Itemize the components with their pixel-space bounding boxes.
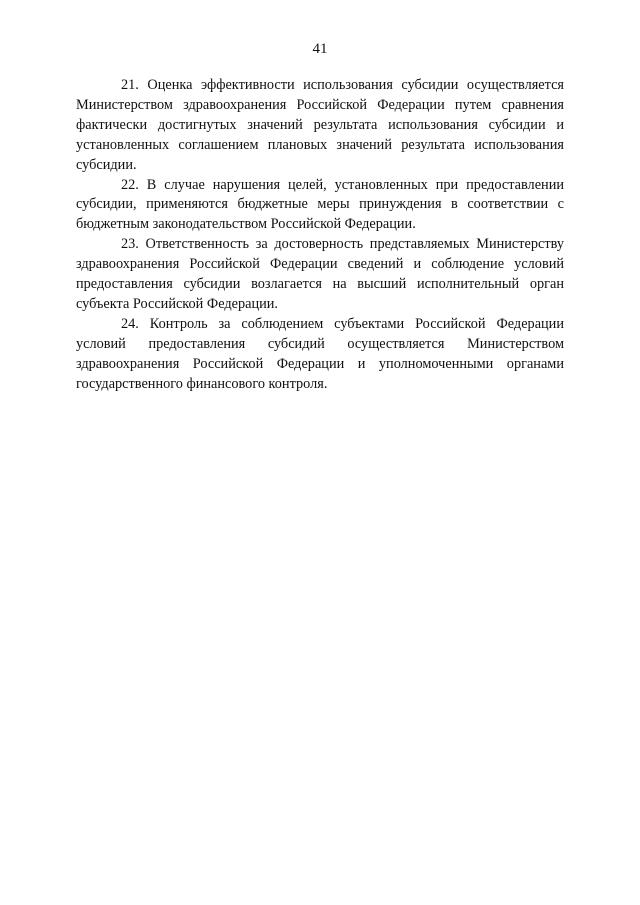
page-number: 41: [312, 41, 328, 57]
paragraph-21: 21. Оценка эффективности использования субсидии осуществляется Министерством здравоохранения Российской Федерации путем сравнения фактически достигнутых значений результата использования субсидии и установленных соглашением плановых значений результата использования субсидии.: [76, 77, 564, 173]
paragraph-23: 23. Ответственность за достоверность представляемых Министерству здравоохранения Российской Федерации сведений и соблюдение условий предоставления субсидии возлагается на высший исполнительный орган субъекта Российской Федерации.: [76, 236, 564, 312]
paragraph-22: 22. В случае нарушения целей, установленных при предоставлении субсидии, применяются бюджетные меры принуждения в соответствии с бюджетным законодательством Российской Федерации.: [76, 176, 564, 233]
document-body: [76, 76, 564, 395]
paragraph-24: 24. Контроль за соблюдением субъектами Российской Федерации условий предоставления субсидий осуществляется Министерством здравоохранения Российской Федерации и уполномоченными органами государственного финансового контроля.: [76, 315, 564, 392]
